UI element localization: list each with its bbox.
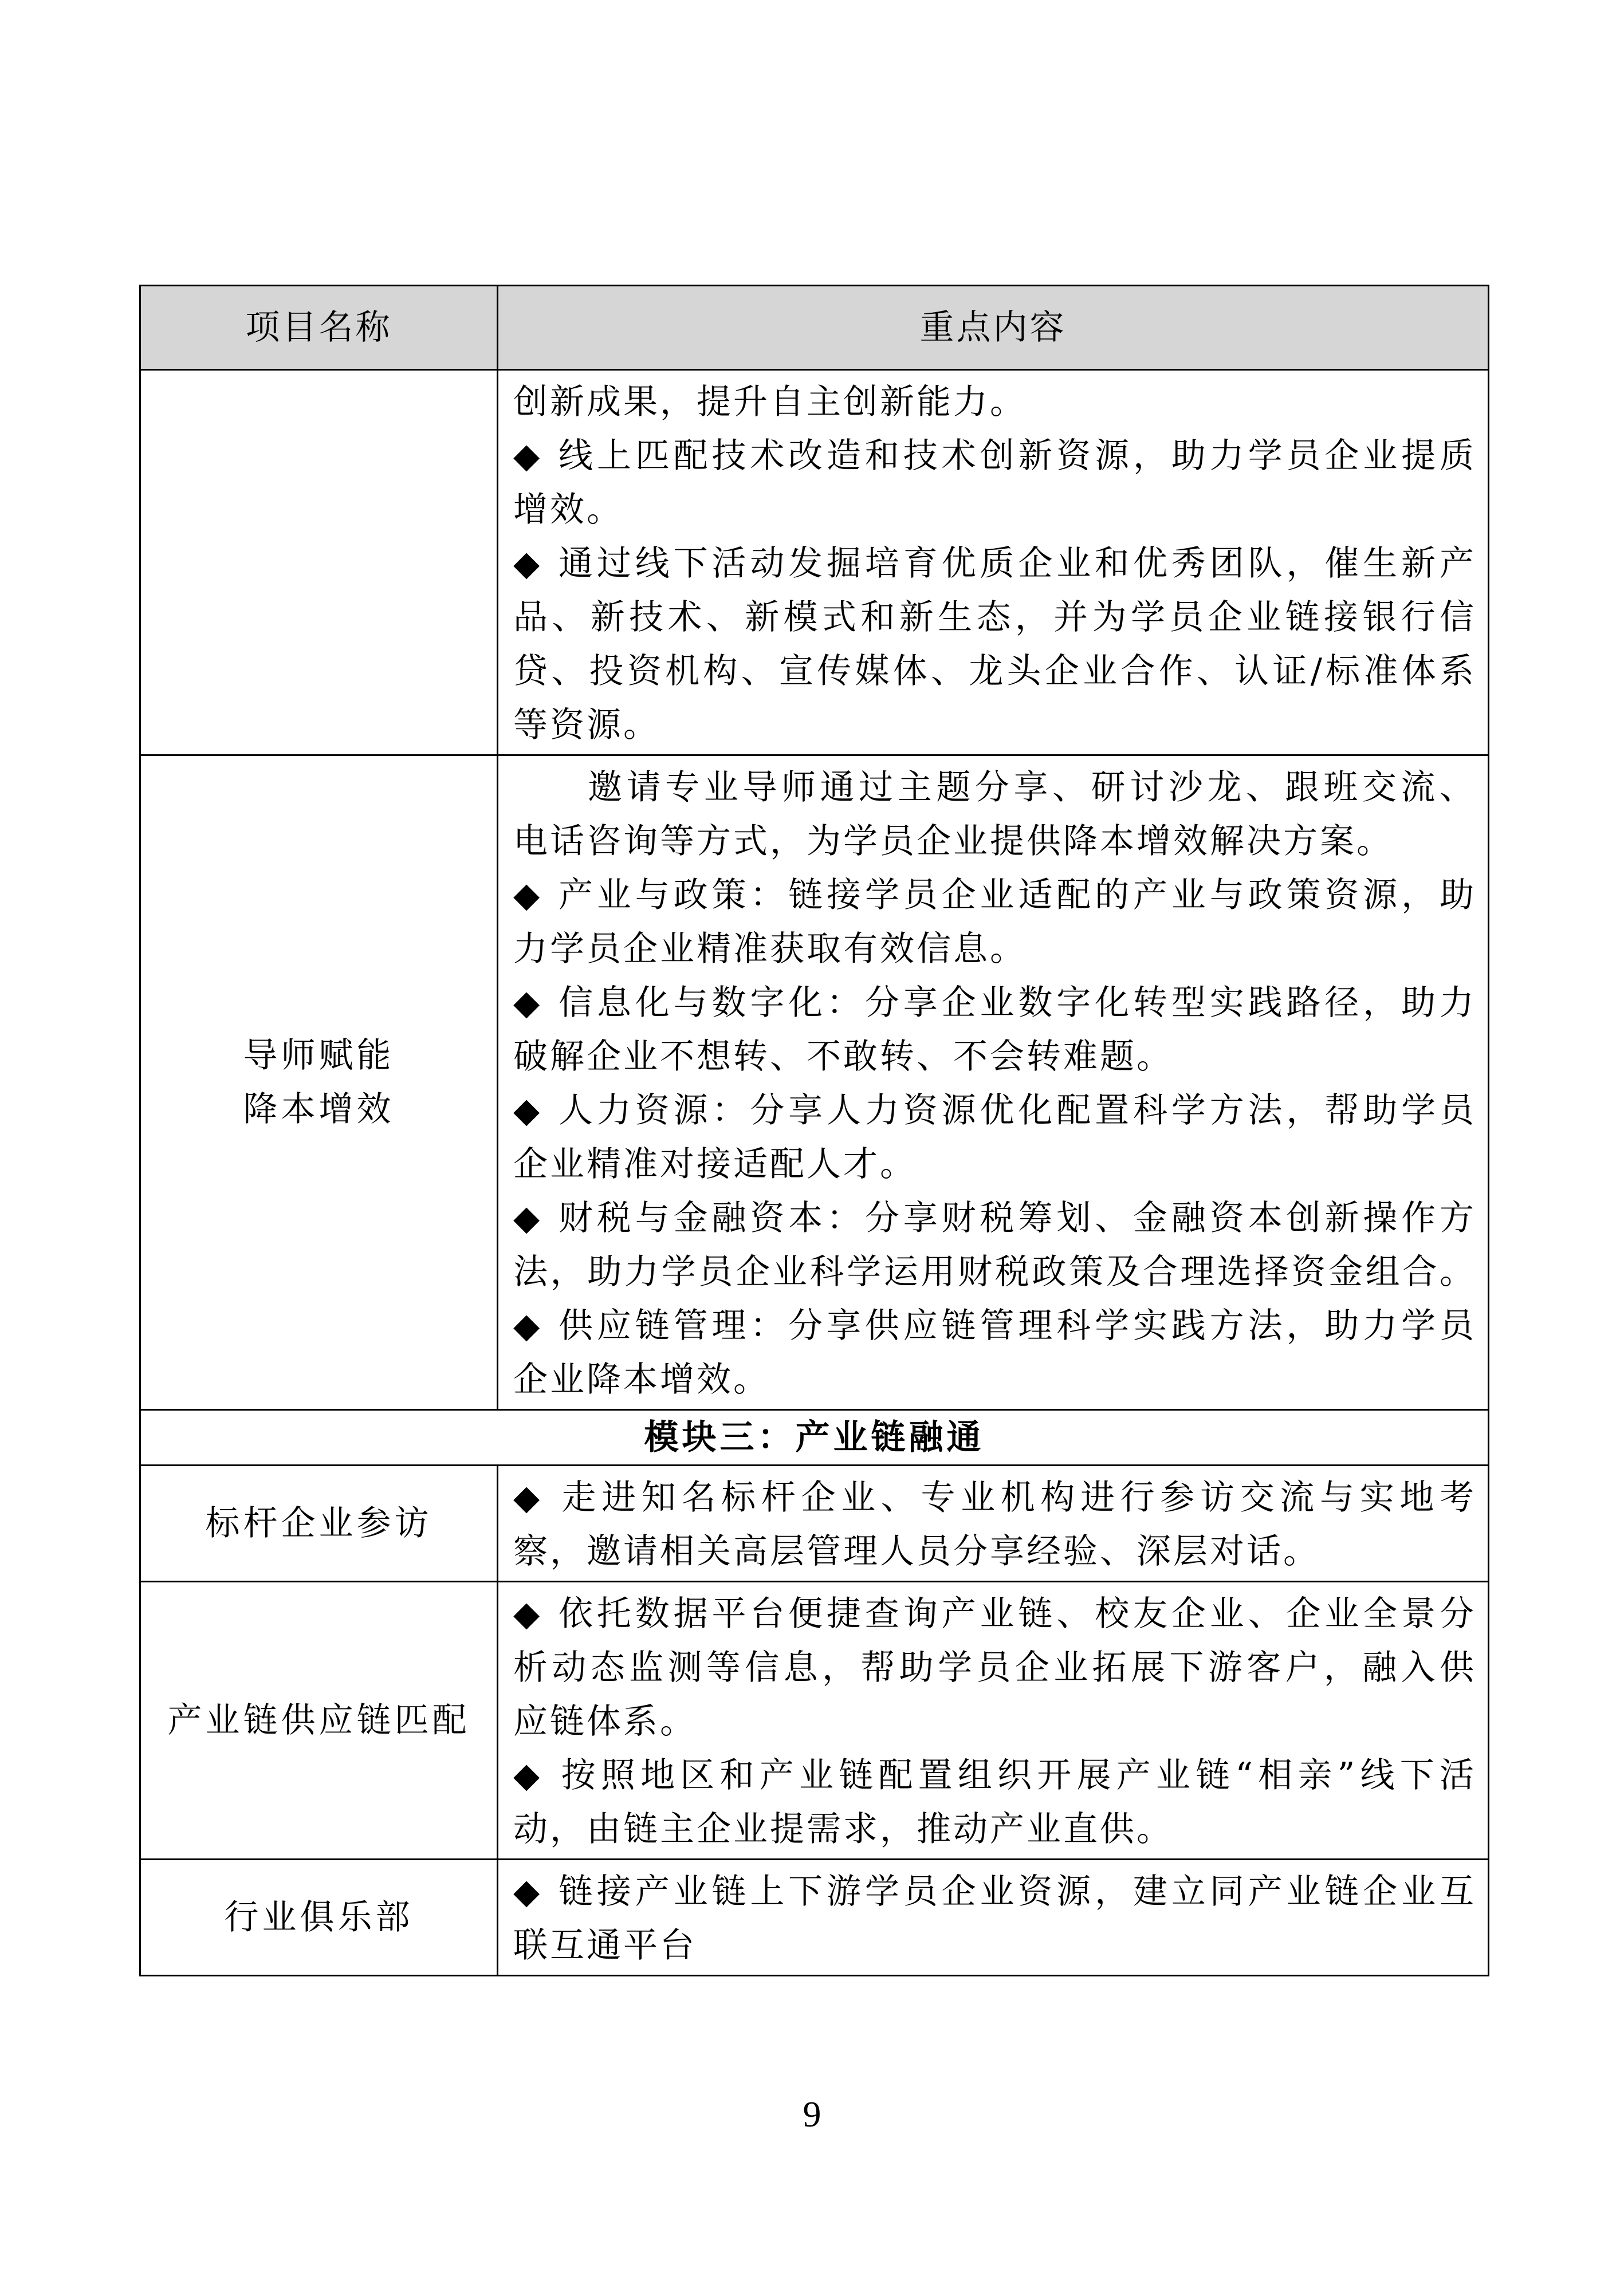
content-line: 破解企业不想转、不敢转、不会转难题。 — [513, 1037, 1173, 1077]
row-name-line: 降本增效 — [243, 1089, 395, 1129]
table-row — [140, 1582, 1489, 1860]
content-line: ◆ 按照地区和产业链配置组织开展产业链“相亲”线下活 — [513, 1755, 1476, 1795]
module-header-row — [140, 1410, 1489, 1466]
content-line: 品、新技术、新模式和新生态，并为学员企业链接银行信 — [513, 597, 1476, 637]
row-content — [498, 755, 1489, 1410]
content-line: ◆ 信息化与数字化：分享企业数字化转型实践路径，助力 — [513, 983, 1476, 1023]
table-row — [140, 1466, 1489, 1582]
content-table — [139, 285, 1489, 1976]
content-line: 析动态监测等信息，帮助学员企业拓展下游客户，融入供 — [513, 1648, 1476, 1688]
module-title: 模块三：产业链融通 — [140, 1410, 1489, 1466]
row-content — [498, 1860, 1489, 1976]
row-name: 产业链供应链匹配 — [140, 1582, 498, 1860]
row-name-line: 导师赋能 — [243, 1035, 395, 1076]
content-line: 察，邀请相关高层管理人员分享经验、深层对话。 — [513, 1531, 1320, 1572]
content-line: 企业精准对接适配人才。 — [513, 1144, 917, 1184]
content-line: 增效。 — [513, 490, 623, 530]
content-line: 法，助力学员企业科学运用财税政策及合理选择资金组合。 — [513, 1252, 1476, 1292]
content-line: 电话咨询等方式，为学员企业提供降本增效解决方案。 — [513, 821, 1393, 861]
content-line: ◆ 产业与政策：链接学员企业适配的产业与政策资源，助 — [513, 875, 1476, 915]
row-content — [498, 1582, 1489, 1860]
content-line: ◆ 走进知名标杆企业、专业机构进行参访交流与实地考 — [513, 1478, 1476, 1518]
table-row — [140, 755, 1489, 1410]
content-line: 贷、投资机构、宣传媒体、龙头企业合作、认证/标准体系 — [513, 651, 1476, 691]
content-line: 力学员企业精准获取有效信息。 — [513, 929, 1027, 969]
header-project-name: 项目名称 — [140, 286, 498, 370]
content-line: 企业降本增效。 — [513, 1360, 770, 1400]
row-content — [498, 370, 1489, 755]
content-line: ◆ 通过线下活动发掘培育优质企业和优秀团队，催生新产 — [513, 544, 1476, 584]
content-line: 联互通平台 — [513, 1925, 697, 1966]
content-line: 等资源。 — [513, 705, 660, 745]
table-row — [140, 1860, 1489, 1976]
table-header-row — [140, 286, 1489, 370]
header-key-content: 重点内容 — [498, 286, 1489, 370]
row-name — [140, 755, 498, 1410]
content-line: 应链体系。 — [513, 1702, 697, 1742]
content-line: ◆ 财税与金融资本：分享财税筹划、金融资本创新操作方 — [513, 1198, 1476, 1238]
page-number: 9 — [803, 2094, 821, 2134]
content-line: ◆ 人力资源：分享人力资源优化配置科学方法，帮助学员 — [513, 1090, 1476, 1131]
content-line: ◆ 依托数据平台便捷查询产业链、校友企业、企业全景分 — [513, 1594, 1476, 1634]
row-content — [498, 1466, 1489, 1582]
content-line: ◆ 供应链管理：分享供应链管理科学实践方法，助力学员 — [513, 1306, 1476, 1346]
content-line: ◆ 链接产业链上下游学员企业资源，建立同产业链企业互 — [513, 1872, 1476, 1912]
content-line: ◆ 线上匹配技术改造和技术创新资源，助力学员企业提质 — [513, 436, 1476, 476]
row-name: 标杆企业参访 — [140, 1466, 498, 1582]
table-row — [140, 370, 1489, 755]
row-name: 行业俱乐部 — [140, 1860, 498, 1976]
row-name-empty — [140, 370, 498, 755]
content-line: 创新成果，提升自主创新能力。 — [513, 382, 1027, 422]
content-line: 动，由链主企业提需求，推动产业直供。 — [513, 1809, 1173, 1849]
content-line: 邀请专业导师通过主题分享、研讨沙龙、跟班交流、 — [588, 767, 1476, 808]
